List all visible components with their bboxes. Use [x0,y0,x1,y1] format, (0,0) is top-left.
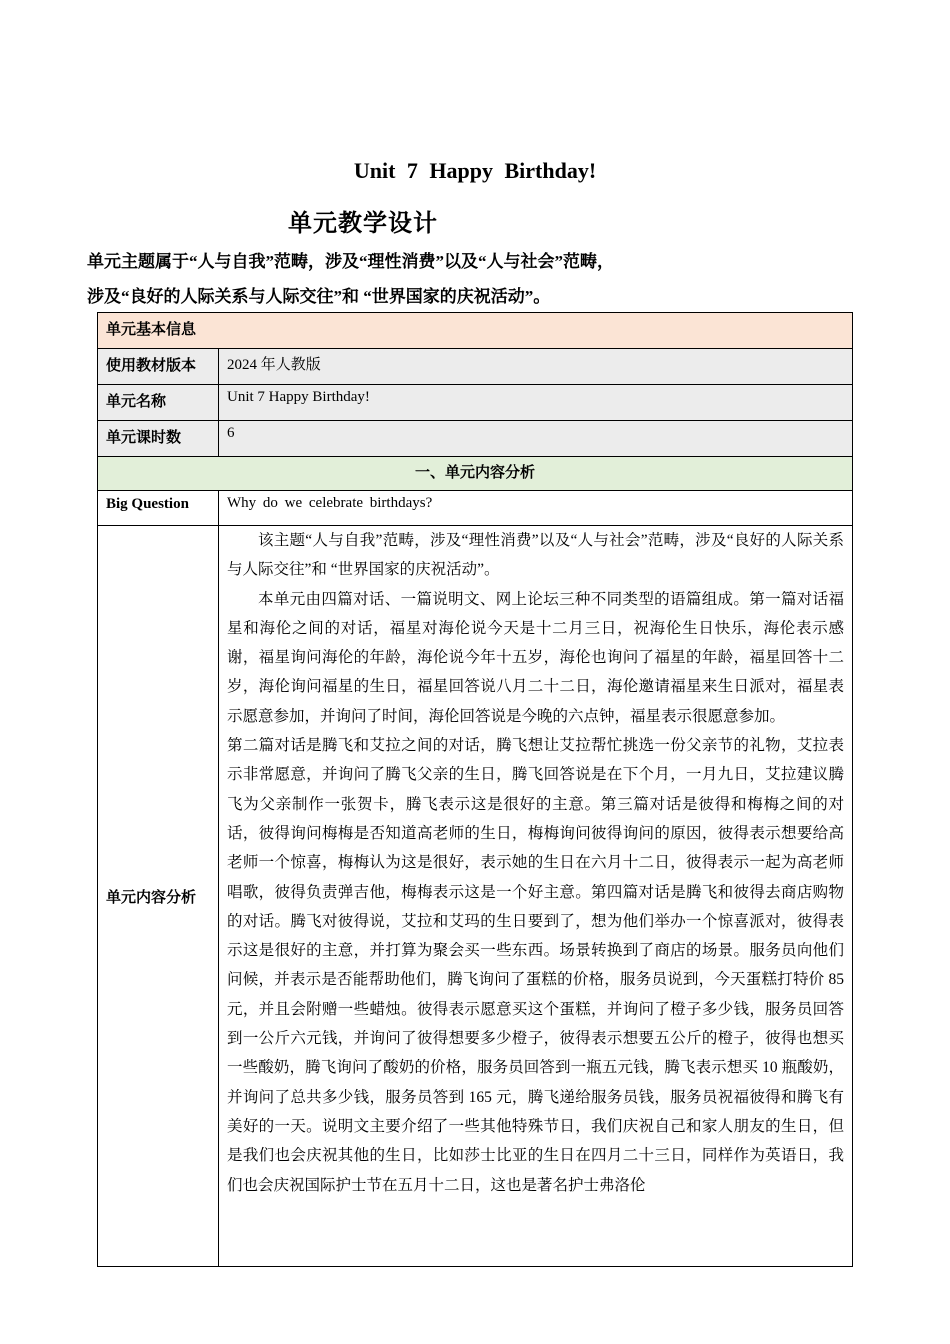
textbook-value: 2024 年人教版 [219,349,853,385]
document-subtitle: 单元教学设计 [288,211,438,237]
document-title: Unit 7 Happy Birthday! [353,158,597,183]
big-question-value: Why do we celebrate birthdays? [219,491,853,526]
row-unit-name [98,385,853,421]
section1-header: 一、单元内容分析 [98,457,853,491]
intro-line-1: 单元主题属于“人与自我”范畴，涉及“理性消费”以及“人与社会”范畴， [87,252,614,271]
content-paragraph-1: 该主题“人与自我”范畴，涉及“理性消费”以及“人与社会”范畴，涉及“良好的人际关系与人际交往”和 “世界国家的庆祝活动”。 [227,532,844,579]
row-content-analysis [98,526,853,1267]
big-question-label: Big Question [98,491,219,526]
intro-line-2: 涉及“良好的人际关系与人际交往”和 “世界国家的庆祝活动”。 [87,287,551,306]
unit-design-table [97,312,853,1267]
content-analysis-cell [219,526,853,1267]
periods-label: 单元课时数 [98,421,219,457]
unit-name-value: Unit 7 Happy Birthday! [219,385,853,421]
row-textbook [98,349,853,385]
row-big-question [98,491,853,526]
periods-value: 6 [219,421,853,457]
basic-info-header: 单元基本信息 [98,313,853,349]
textbook-label: 使用教材版本 [98,349,219,385]
row-basic-info [98,313,853,349]
row-section1-header [98,457,853,491]
content-paragraph-3: 第二篇对话是腾飞和艾拉之间的对话，腾飞想让艾拉帮忙挑选一份父亲节的礼物，艾拉表示非常愿意，并询问了腾飞父亲的生日，腾飞回答说是在下个月，一月九日，艾拉建议腾飞为父亲制作一张贺卡，腾飞表示这是很好的主意。第三篇对话是彼得和梅梅之间的对话，彼得询问梅梅是否知道高老师的生日，梅梅询问彼得询问的原因，彼得表示想要给高老师一个惊喜，梅梅认为这是很好，表示她的生日在六月十二日，彼得表示一起为高老师唱歌，彼得负责弹吉他，梅梅表示这是一个好主意。第四篇对话是腾飞和彼得去商店购物的对话。腾飞对彼得说，艾拉和艾玛的生日要到了，想为他们举办一个惊喜派对，彼得表示这是很好的主意，并打算为聚会买一些东西。场景转换到了商店的场景。服务员向他们问候，并表示是否能帮助他们，腾飞询问了蛋糕的价格，服务员说到，今天蛋糕打特价 85 元，并且会附赠一些蜡烛。彼得表示愿意买这个蛋糕，并询问了橙子多少钱，服务员回答到一公斤六元钱，并询问了彼得想要多少橙子，彼得表示想要五公斤的橙子，彼得也想买一些酸奶，腾飞询问了酸奶的价格，服务员回答到一瓶五元钱，腾飞表示想买 10 瓶酸奶，并询问了总共多少钱，服务员答到 165 元，腾飞递给服务员钱，服务员祝福彼得和腾飞有美好的一天。说明文主要介绍了一些其他特殊节日，我们庆祝自己和家人朋友的生日，但是我们也会庆祝其他的生日，比如莎士比亚的生日在四月二十三日，同样作为英语日，我们也会庆祝国际护士节在五月十二日，这也是著名护士弗洛伦 [227,737,844,1194]
content-paragraph-2: 本单元由四篇对话、一篇说明文、网上论坛三种不同类型的语篇组成。第一篇对话福星和海伦之间的对话，福星对海伦说今天是十二月三日，祝海伦生日快乐，海伦表示感谢，福星询问海伦的年龄，海伦说今年十五岁，海伦也询问了福星的年龄，福星回答十二岁，海伦询问福星的生日，福星回答说八月二十二日，海伦邀请福星来生日派对，福星表示愿意参加，并询问了时间，海伦回答说是今晚的六点钟，福星表示很愿意参加。 [227,590,844,725]
content-analysis-label: 单元内容分析 [98,526,219,1267]
row-periods [98,421,853,457]
unit-name-label: 单元名称 [98,385,219,421]
